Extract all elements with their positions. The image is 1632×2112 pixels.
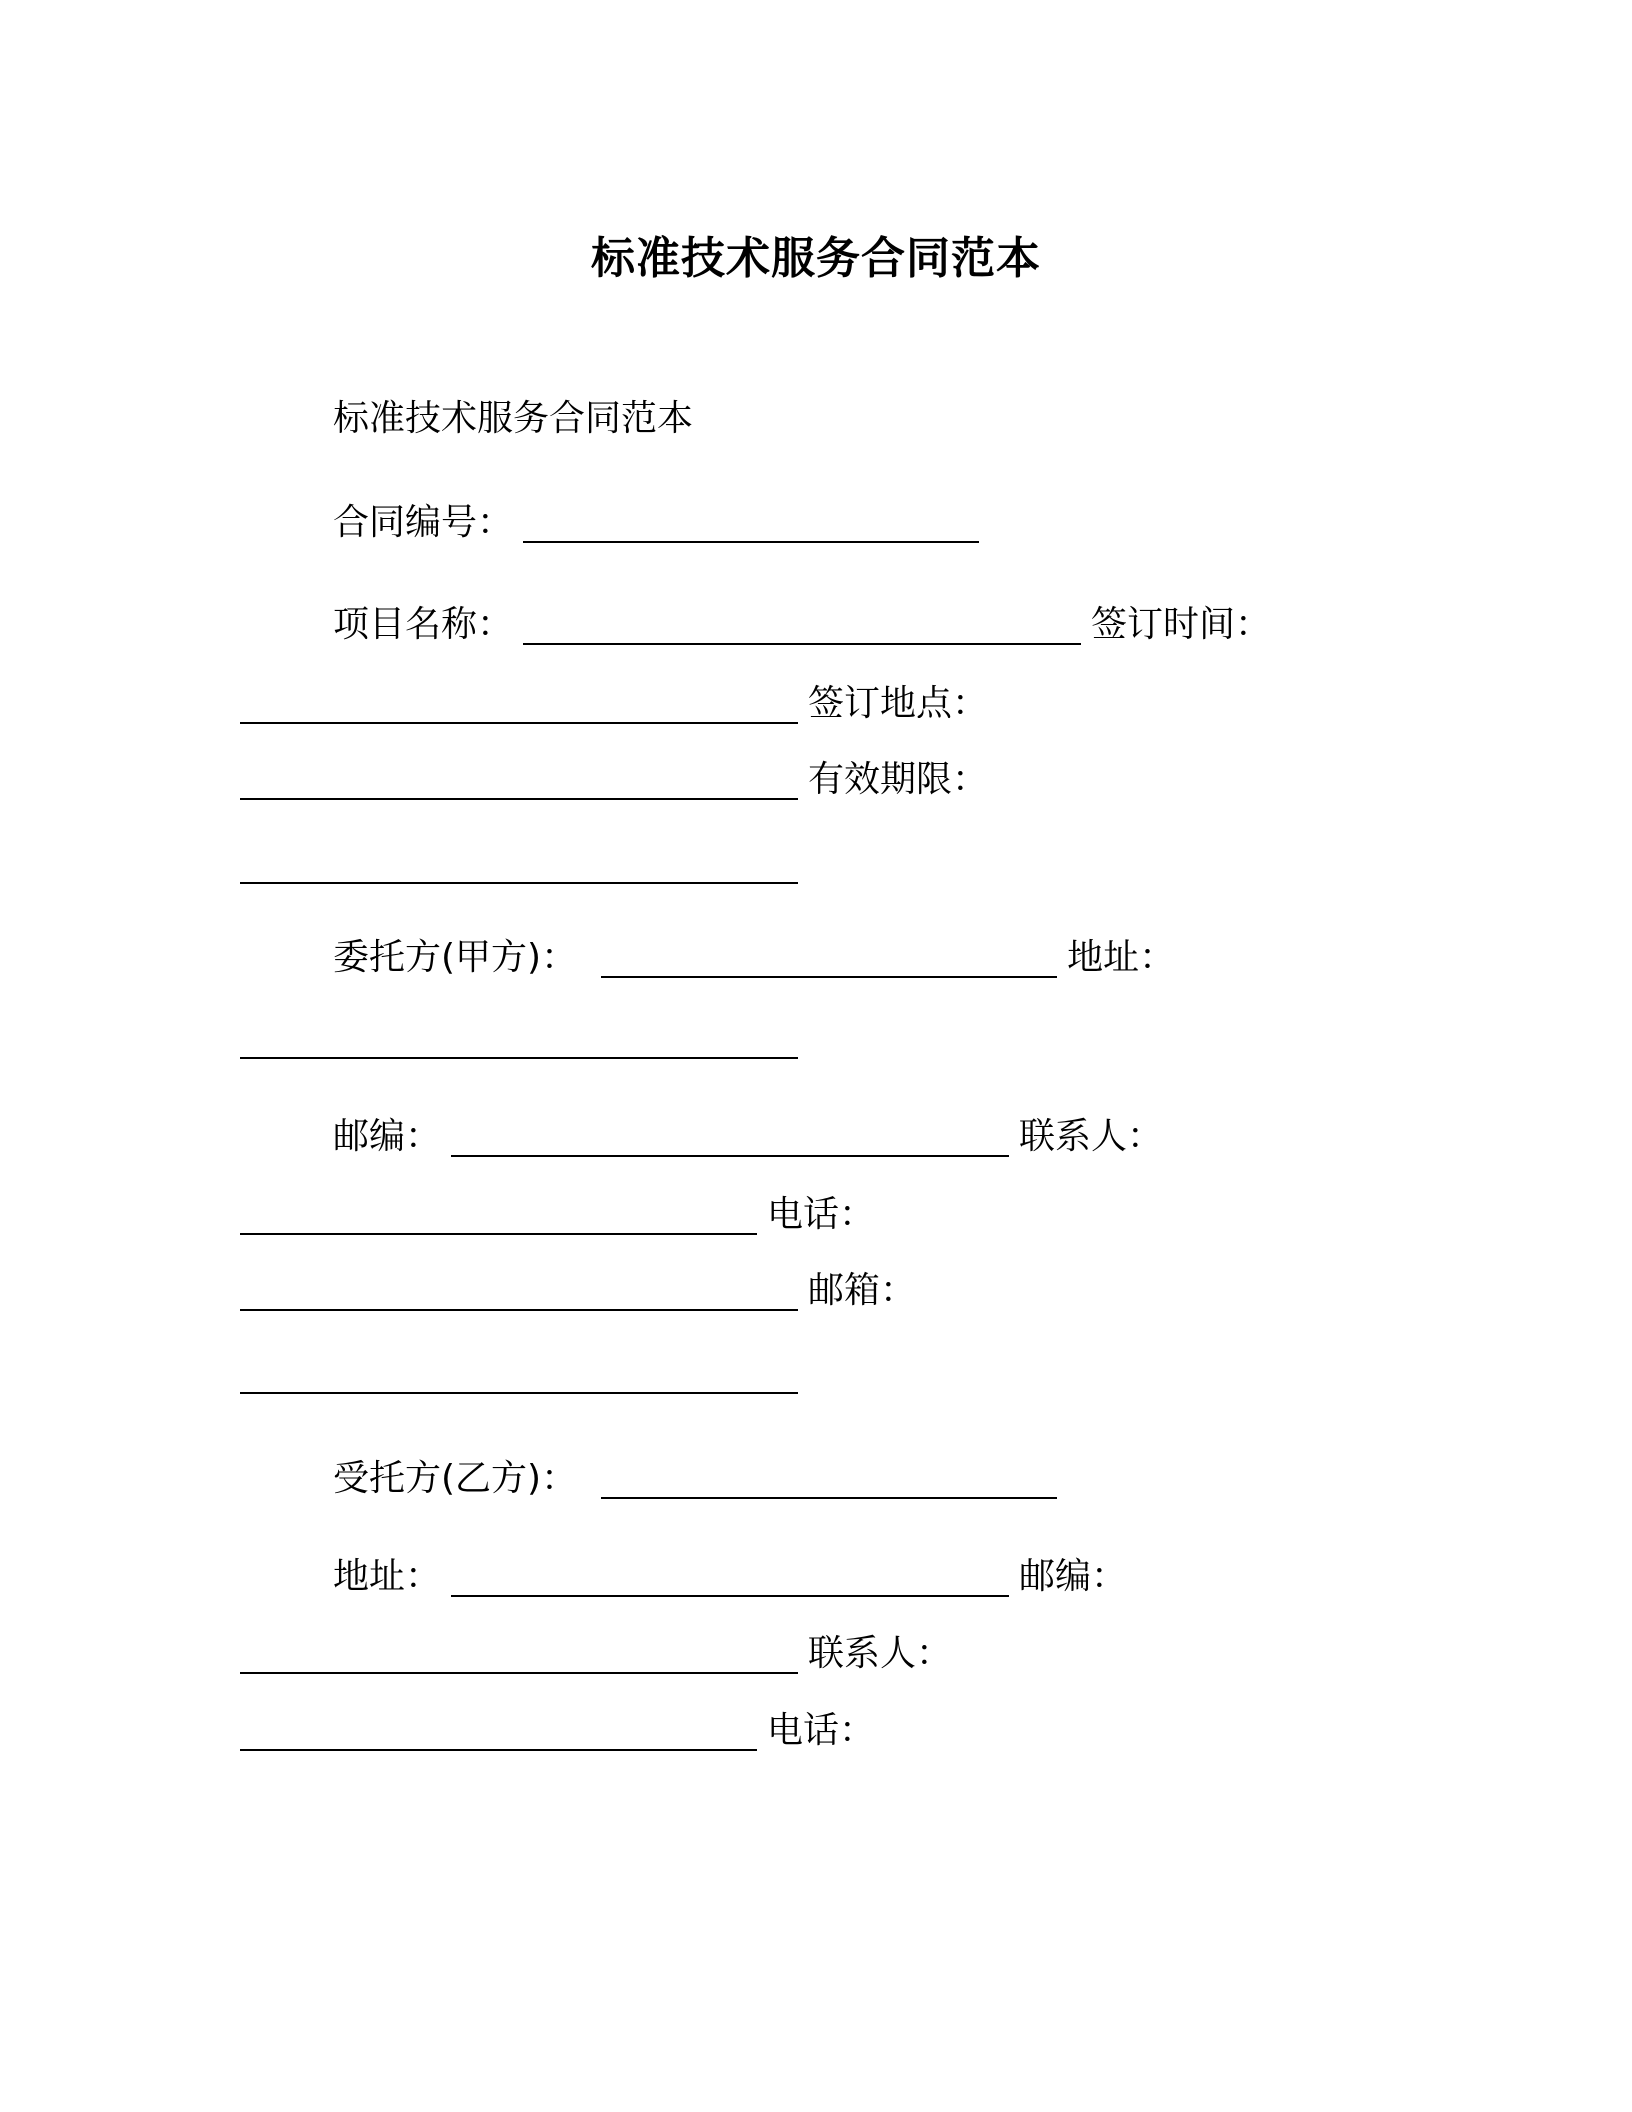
contract-no-blank[interactable] bbox=[523, 507, 979, 543]
party-a-postcode-line bbox=[333, 1113, 1163, 1161]
party-b-name-blank[interactable] bbox=[601, 1463, 1057, 1499]
sign-time-line bbox=[240, 680, 988, 728]
sign-place-line bbox=[240, 756, 988, 804]
party-a-phone-blank[interactable] bbox=[240, 1275, 798, 1311]
party-a-contact-blank[interactable] bbox=[240, 1199, 757, 1235]
subtitle-line bbox=[333, 395, 693, 443]
party-b-address-line bbox=[333, 1553, 1127, 1601]
contract-no-label: 合同编号： bbox=[333, 502, 514, 543]
party-a-line bbox=[333, 934, 1175, 982]
contract-no-line bbox=[333, 499, 989, 547]
party-a-label: 委托方(甲方)： bbox=[333, 937, 578, 978]
party-b-address-blank[interactable] bbox=[451, 1561, 1009, 1597]
party-b-address-label: 地址： bbox=[333, 1556, 442, 1597]
validity-line bbox=[240, 840, 808, 888]
party-b-line bbox=[333, 1455, 1067, 1503]
party-b-postcode-blank[interactable] bbox=[240, 1638, 798, 1674]
party-a-email-label: 邮箱： bbox=[808, 1270, 917, 1311]
project-name-line bbox=[333, 601, 1271, 649]
party-a-email-line bbox=[240, 1350, 808, 1398]
party-b-contact-label: 联系人： bbox=[808, 1633, 953, 1674]
party-a-address-blank[interactable] bbox=[240, 1023, 798, 1059]
party-a-phone-label: 电话： bbox=[767, 1194, 876, 1235]
party-a-name-blank[interactable] bbox=[601, 942, 1057, 978]
validity-blank[interactable] bbox=[240, 848, 798, 884]
party-a-address-label: 地址： bbox=[1067, 937, 1176, 978]
document-subtitle: 标准技术服务合同范本 bbox=[333, 398, 694, 439]
party-a-contact-label: 联系人： bbox=[1019, 1116, 1164, 1157]
party-b-contact-blank[interactable] bbox=[240, 1715, 757, 1751]
party-a-email-blank[interactable] bbox=[240, 1358, 798, 1394]
sign-place-label: 签订地点： bbox=[808, 683, 989, 724]
party-a-contact-line bbox=[240, 1191, 875, 1239]
party-b-postcode-line bbox=[240, 1630, 952, 1678]
party-b-label: 受托方(乙方)： bbox=[333, 1458, 578, 1499]
party-a-postcode-blank[interactable] bbox=[451, 1121, 1009, 1157]
party-a-phone-line bbox=[240, 1267, 916, 1315]
party-a-postcode-label: 邮编： bbox=[333, 1116, 442, 1157]
validity-label: 有效期限： bbox=[808, 759, 989, 800]
document-title: 标准技术服务合同范本 bbox=[591, 233, 1041, 284]
party-a-address-line bbox=[240, 1015, 808, 1063]
party-b-phone-label: 电话： bbox=[767, 1710, 876, 1751]
party-b-contact-line bbox=[240, 1707, 875, 1755]
sign-place-blank[interactable] bbox=[240, 764, 798, 800]
sign-time-label: 签订时间： bbox=[1091, 604, 1272, 645]
project-name-blank[interactable] bbox=[523, 609, 1081, 645]
sign-time-blank[interactable] bbox=[240, 688, 798, 724]
party-b-postcode-label: 邮编： bbox=[1019, 1556, 1128, 1597]
project-name-label: 项目名称： bbox=[333, 604, 514, 645]
